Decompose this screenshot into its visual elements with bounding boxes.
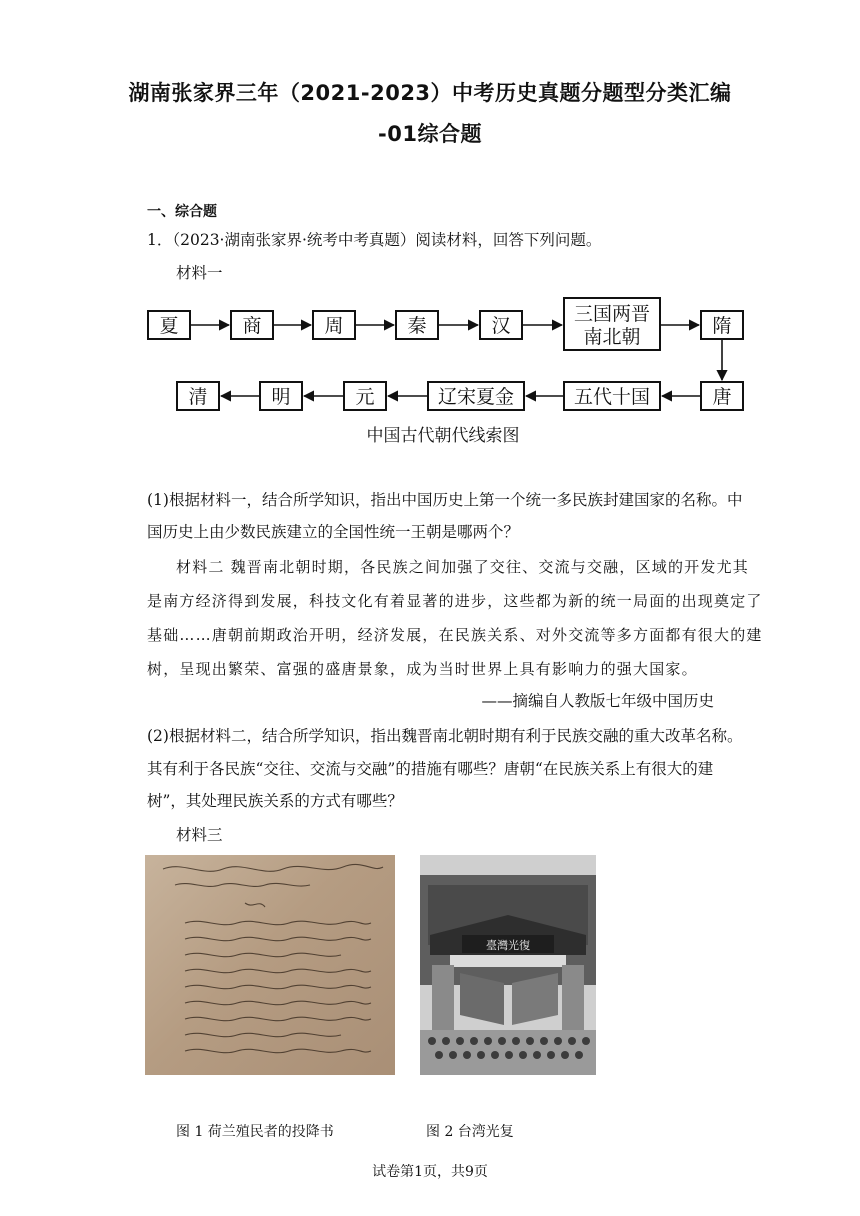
dynasty-label: 秦	[407, 315, 427, 337]
taiwan-retrocession-image	[420, 855, 596, 1075]
dynasty-label: 汉	[491, 315, 511, 337]
dynasty-label: 明	[271, 386, 291, 408]
dynasty-label: 隋	[712, 315, 732, 337]
subquestion-2-line3: 树”，其处理民族关系的方式有哪些？	[147, 792, 403, 810]
subquestion-1-line2: 国历史上由少数民族建立的全国性统一王朝是哪两个？	[147, 523, 520, 541]
dynasty-label: 清	[188, 386, 208, 408]
material1-label: 材料一	[176, 264, 223, 282]
dynasty-label: 元	[355, 386, 375, 408]
surrender-document-image	[145, 855, 395, 1075]
subquestion-1-line1: (1)根据材料一，结合所学知识，指出中国历史上第一个统一多民族封建国家的名称。中	[147, 491, 743, 509]
ceremony-sign: 臺灣光復	[486, 939, 530, 952]
material2-line4: 树，呈现出繁荣、富强的盛唐景象，成为当时世界上具有影响力的强大国家。	[147, 660, 698, 678]
dynasty-label: 周	[324, 315, 344, 337]
subquestion-2-line1: (2)根据材料二，结合所学知识，指出魏晋南北朝时期有利于民族交融的重大改革名称。	[147, 727, 743, 745]
question-intro: 1．（2023·湖南张家界·统考中考真题）阅读材料，回答下列问题。	[147, 231, 602, 249]
dynasty-label: 夏	[159, 315, 179, 337]
section-heading: 一、综合题	[147, 204, 217, 220]
subquestion-2-line2: 其有利于各民族“交往、交流与交融”的措施有哪些？唐朝“在民族关系上有很大的建	[147, 760, 714, 778]
material2-source: ——摘编自人教版七年级中国历史	[481, 692, 714, 710]
dynasty-label: 南北朝	[583, 326, 641, 348]
ceremony-illustration	[420, 855, 596, 1075]
material2-line1: 材料二 魏晋南北朝时期，各民族之间加强了交往、交流与交融，区域的开发尤其	[176, 558, 749, 576]
document-title-line1: 湖南张家界三年（2021-2023）中考历史真题分题型分类汇编	[128, 81, 732, 105]
dynasty-label: 商	[242, 315, 262, 337]
dynasty-label: 辽宋夏金	[437, 386, 515, 408]
figure1-caption: 图 1 荷兰殖民者的投降书	[176, 1124, 334, 1140]
dynasty-label: 唐	[712, 386, 732, 408]
dynasty-label: 三国两晋	[573, 303, 651, 325]
dynasty-label: 五代十国	[573, 386, 651, 408]
page-footer: 试卷第1页，共9页	[372, 1164, 488, 1180]
material2-line3: 基础……唐朝前期政治开明，经济发展，在民族关系、对外交流等多方面都有很大的建	[147, 626, 763, 644]
handwriting-illustration	[145, 855, 395, 1075]
document-title-line2: -01综合题	[378, 122, 482, 146]
figure2-caption: 图 2 台湾光复	[426, 1124, 514, 1140]
material2-line2: 是南方经济得到发展，科技文化有着显著的进步，这些都为新的统一局面的出现奠定了	[147, 592, 763, 610]
material3-label: 材料三	[176, 826, 223, 844]
dynasty-flow-chart	[0, 0, 860, 460]
flow-chart-caption: 中国古代朝代线索图	[366, 426, 520, 446]
